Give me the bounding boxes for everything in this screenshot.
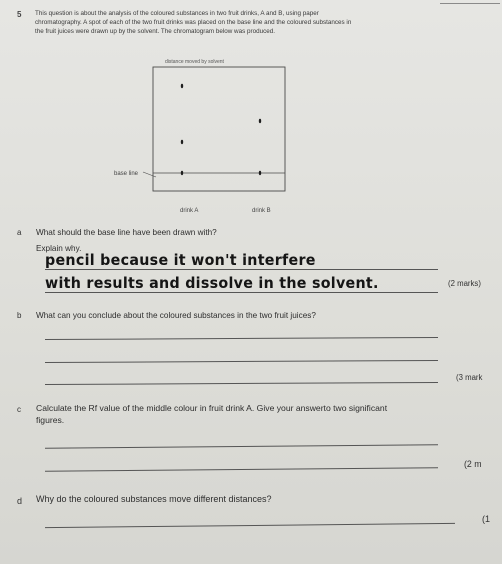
part-d-marks: (1 — [482, 514, 491, 524]
part-b-answer-line-2[interactable] — [45, 360, 438, 363]
part-c-answer-line-2[interactable] — [45, 467, 438, 471]
drink-b-label: drink B — [252, 208, 271, 214]
part-a-answer-line-2[interactable] — [45, 292, 438, 293]
drink-a-label: drink A — [180, 208, 199, 214]
question-number: 5 — [17, 10, 22, 19]
part-c-letter: c — [17, 405, 21, 414]
part-b-answer-line-1[interactable] — [45, 337, 438, 340]
part-c-marks: (2 m — [464, 459, 482, 469]
question-intro: This question is about the analysis of the coloured substances in two fruit drinks, A and B, using paper chromatography. A spot of each of the two fruit drinks was placed on the base line and the coloured substances in the fruit juices were drawn up by the solvent. The chromatogram below was produced. — [35, 10, 352, 35]
part-b-letter: b — [17, 311, 22, 320]
part-b-answer-line-3[interactable] — [45, 382, 438, 385]
part-a-subtext: Explain why. — [36, 244, 82, 253]
part-a-handwritten-answer-line-1: pencil because it won't interfere — [45, 251, 316, 269]
part-a-question: What should the base line have been drawn with? — [36, 228, 217, 237]
part-a-answer-line-1[interactable] — [45, 269, 438, 270]
part-a-marks: (2 marks) — [448, 279, 481, 288]
part-a-handwritten-answer-line-2: with results and dissolve in the solvent. — [45, 274, 379, 292]
part-d-answer-line-1[interactable] — [45, 523, 455, 528]
chromatogram-diagram — [125, 60, 340, 225]
drink-a-spot-base — [181, 171, 183, 175]
part-c-question: Calculate the Rf value of the middle colour in fruit drink A. Give your answerto two significant figures. — [36, 403, 388, 425]
header-rule — [440, 3, 500, 4]
part-b-question: What can you conclude about the coloured substances in the two fruit juices? — [36, 311, 316, 320]
part-c-answer-line-1[interactable] — [45, 444, 438, 448]
part-d-question: Why do the coloured substances move different distances? — [36, 494, 272, 504]
base-line-label: base line — [114, 171, 139, 177]
drink-b-spot-top — [259, 119, 261, 123]
part-d-letter: d — [17, 496, 23, 506]
part-b-marks: (3 mark — [456, 373, 483, 382]
solvent-front-label: distance moved by solvent — [165, 59, 224, 65]
chromatography-paper — [153, 67, 285, 191]
part-a-letter: a — [17, 228, 22, 237]
drink-a-spot-top — [181, 84, 183, 88]
drink-a-spot-middle — [181, 140, 183, 144]
drink-b-spot-base — [259, 171, 261, 175]
